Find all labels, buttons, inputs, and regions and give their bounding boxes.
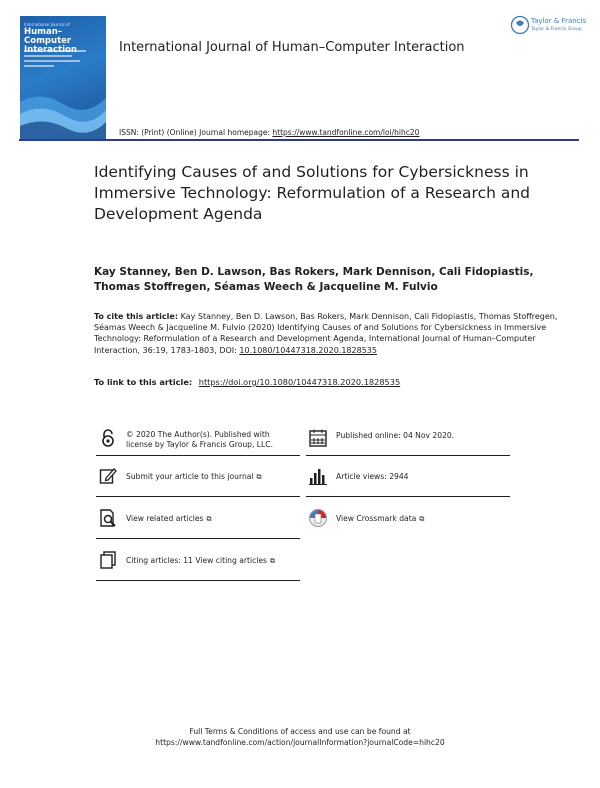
- external-link-icon: ⧉: [419, 515, 425, 523]
- external-link-icon: ⧉: [256, 473, 262, 481]
- citing-link[interactable]: [126, 556, 296, 566]
- divider: [96, 455, 300, 456]
- open-access-icon: [98, 428, 118, 448]
- divider: [96, 580, 300, 581]
- cite-text: Kay Stanney, Ben D. Lawson, Bas Rokers, Mark Dennison, Cali Fidopiastis, Thomas Stoffregen, Séamas Weech & Jacqueline M. Fulvio (2020) Identifying Causes of and Solutions for Cybersickness in Immersive Technology: Reformulation of a Research and Development Agenda, International Journal of Human–Computer Interaction, 36:19, 1783-1803, DOI:: [94, 312, 558, 355]
- external-link-icon: ⧉: [206, 515, 212, 523]
- article-authors: Kay Stanney, Ben D. Lawson, Bas Rokers, Mark Dennison, Cali Fidopiastis, Thomas Stoffregen, Séamas Weech & Jacqueline M. Fulvio: [94, 266, 534, 293]
- license-cell: [96, 428, 300, 458]
- footer-line-1: Full Terms & Conditions of access and use can be found at: [189, 727, 411, 736]
- crossmark-link[interactable]: [336, 514, 506, 524]
- submit-link[interactable]: [126, 472, 296, 482]
- crossmark-icon: [308, 508, 328, 528]
- related-articles-icon: [98, 508, 118, 528]
- cover-text-lines: [24, 50, 94, 70]
- edit-icon: [98, 466, 118, 486]
- license-text: © 2020 The Author(s). Published with license by Taylor & Francis Group, LLC.: [126, 430, 273, 449]
- citing-articles-icon: [98, 550, 118, 570]
- journal-cover-image: [20, 16, 106, 140]
- related-cell[interactable]: [96, 508, 300, 532]
- published-cell: [306, 428, 510, 452]
- journal-title[interactable]: International Journal of Human–Computer Interaction: [119, 40, 465, 55]
- cover-title: Human–Computer: [24, 27, 72, 46]
- submit-text: Submit your article to this journal: [126, 472, 254, 481]
- crossmark-cell[interactable]: [306, 508, 510, 532]
- publisher-name: Taylor & Francis: [531, 17, 587, 25]
- external-link-icon: ⧉: [270, 557, 275, 565]
- journal-homepage-link[interactable]: https://www.tandfonline.com/loi/hihc20: [272, 128, 420, 137]
- cover-top-text: International Journal of: [24, 22, 70, 27]
- related-link[interactable]: [126, 514, 296, 524]
- divider: [306, 496, 510, 497]
- calendar-icon: [308, 428, 328, 448]
- link-line: [94, 377, 400, 387]
- views-text: Article views: 2944: [336, 472, 409, 481]
- link-label: To link to this article:: [94, 377, 193, 387]
- article-doi-url[interactable]: https://doi.org/10.1080/10447318.2020.1828535: [198, 377, 401, 387]
- citing-text: Citing articles: 11 View citing articles: [126, 556, 267, 565]
- publisher-group: Taylor & Francis Group: [531, 27, 582, 32]
- cover-wave-graphic: [20, 82, 106, 140]
- crossmark-text: View Crossmark data: [336, 514, 417, 523]
- footer-terms-link[interactable]: https://www.tandfonline.com/action/journalInformation?journalCode=hihc20: [155, 738, 445, 747]
- divider: [96, 496, 300, 497]
- submit-cell[interactable]: [96, 466, 300, 490]
- citation-block: [94, 311, 574, 356]
- cite-label: To cite this article:: [94, 312, 179, 321]
- published-text: Published online: 04 Nov 2020.: [336, 431, 455, 440]
- citing-cell[interactable]: [96, 550, 300, 574]
- footer: [0, 726, 600, 748]
- related-text: View related articles: [126, 514, 204, 523]
- bar-chart-icon: [308, 466, 328, 486]
- header-rule: [19, 139, 579, 141]
- article-title: Identifying Causes of and Solutions for Cybersickness in Immersive Technology: Reformulation of a Research and Development Agenda: [94, 163, 531, 223]
- divider: [306, 455, 510, 456]
- issn-line: [119, 128, 419, 137]
- views-cell: [306, 466, 510, 490]
- issn-label: ISSN: (Print) (Online) Journal homepage:: [119, 128, 271, 137]
- divider: [96, 538, 300, 539]
- doi-link[interactable]: 10.1080/10447318.2020.1828535: [239, 345, 377, 355]
